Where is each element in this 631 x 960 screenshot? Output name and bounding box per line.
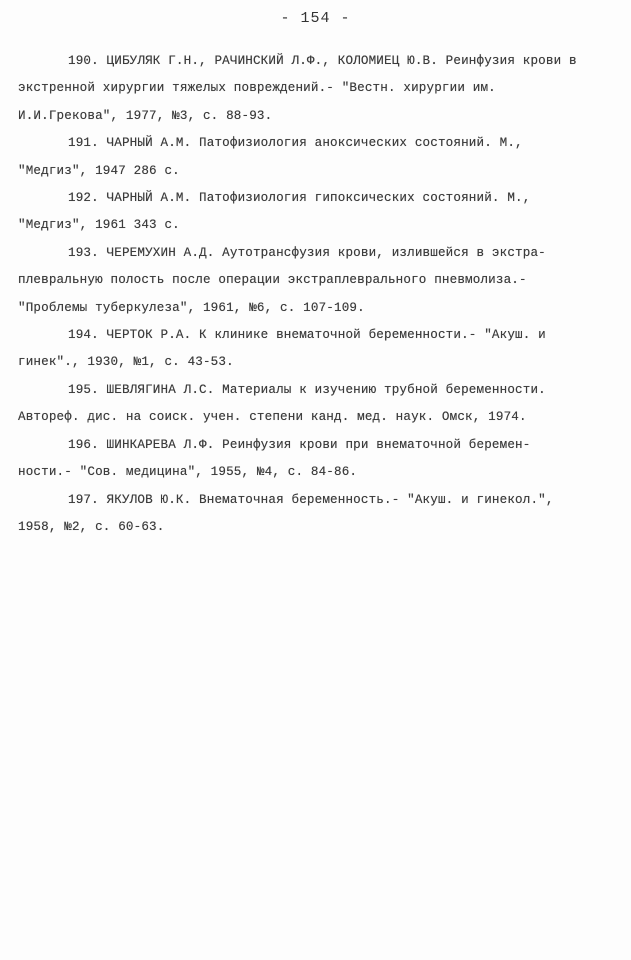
reference-line: 195. ШЕВЛЯГИНА Л.С. Материалы к изучению трубной беременности. bbox=[68, 382, 546, 397]
reference-line: плевральную полость после операции экстраплеврального пневмолиза.- bbox=[18, 273, 527, 288]
reference-line: "Медгиз", 1947 286 с. bbox=[18, 163, 180, 178]
reference-entry bbox=[18, 322, 608, 377]
reference-entry bbox=[18, 185, 608, 240]
reference-line: 196. ШИНКАРЕВА Л.Ф. Реинфузия крови при внематочной беремен- bbox=[68, 437, 531, 452]
reference-line: 194. ЧЕРТОК Р.А. К клинике внематочной беременности.- "Акуш. и bbox=[68, 328, 546, 343]
reference-line: экстренной хирургии тяжелых повреждений.- "Вестн. хирургии им. bbox=[18, 81, 496, 96]
reference-entry bbox=[18, 377, 608, 432]
page-number: - 154 - bbox=[280, 10, 351, 27]
reference-line: 193. ЧЕРЕМУХИН А.Д. Аутотрансфузия крови, излившейся в экстра- bbox=[68, 245, 546, 260]
reference-line: И.И.Грекова", 1977, №3, с. 88-93. bbox=[18, 108, 273, 123]
reference-list bbox=[18, 48, 608, 541]
reference-line: Автореф. дис. на соиск. учен. степени канд. мед. наук. Омск, 1974. bbox=[18, 410, 527, 425]
reference-line: "Проблемы туберкулеза", 1961, №6, с. 107-109. bbox=[18, 300, 365, 315]
reference-line: 191. ЧАРНЫЙ А.М. Патофизиология аноксических состояний. М., bbox=[68, 136, 523, 151]
reference-entry bbox=[18, 432, 608, 487]
reference-entry bbox=[18, 487, 608, 542]
reference-line: 197. ЯКУЛОВ Ю.К. Внематочная беременность.- "Акуш. и гинекол.", bbox=[68, 492, 554, 507]
reference-line: 1958, №2, с. 60-63. bbox=[18, 519, 165, 534]
reference-entry bbox=[18, 240, 608, 322]
reference-line: 190. ЦИБУЛЯК Г.Н., РАЧИНСКИЙ Л.Ф., КОЛОМИЕЦ Ю.В. Реинфузия крови в bbox=[68, 54, 577, 68]
reference-line: ности.- "Сов. медицина", 1955, №4, с. 84-86. bbox=[18, 465, 358, 480]
reference-entry bbox=[18, 130, 608, 185]
reference-entry bbox=[18, 48, 608, 130]
reference-line: гинек"., 1930, №1, с. 43-53. bbox=[18, 355, 234, 370]
reference-line: 192. ЧАРНЫЙ А.М. Патофизиология гипоксических состояний. М., bbox=[68, 191, 531, 206]
reference-line: "Медгиз", 1961 343 с. bbox=[18, 218, 180, 233]
